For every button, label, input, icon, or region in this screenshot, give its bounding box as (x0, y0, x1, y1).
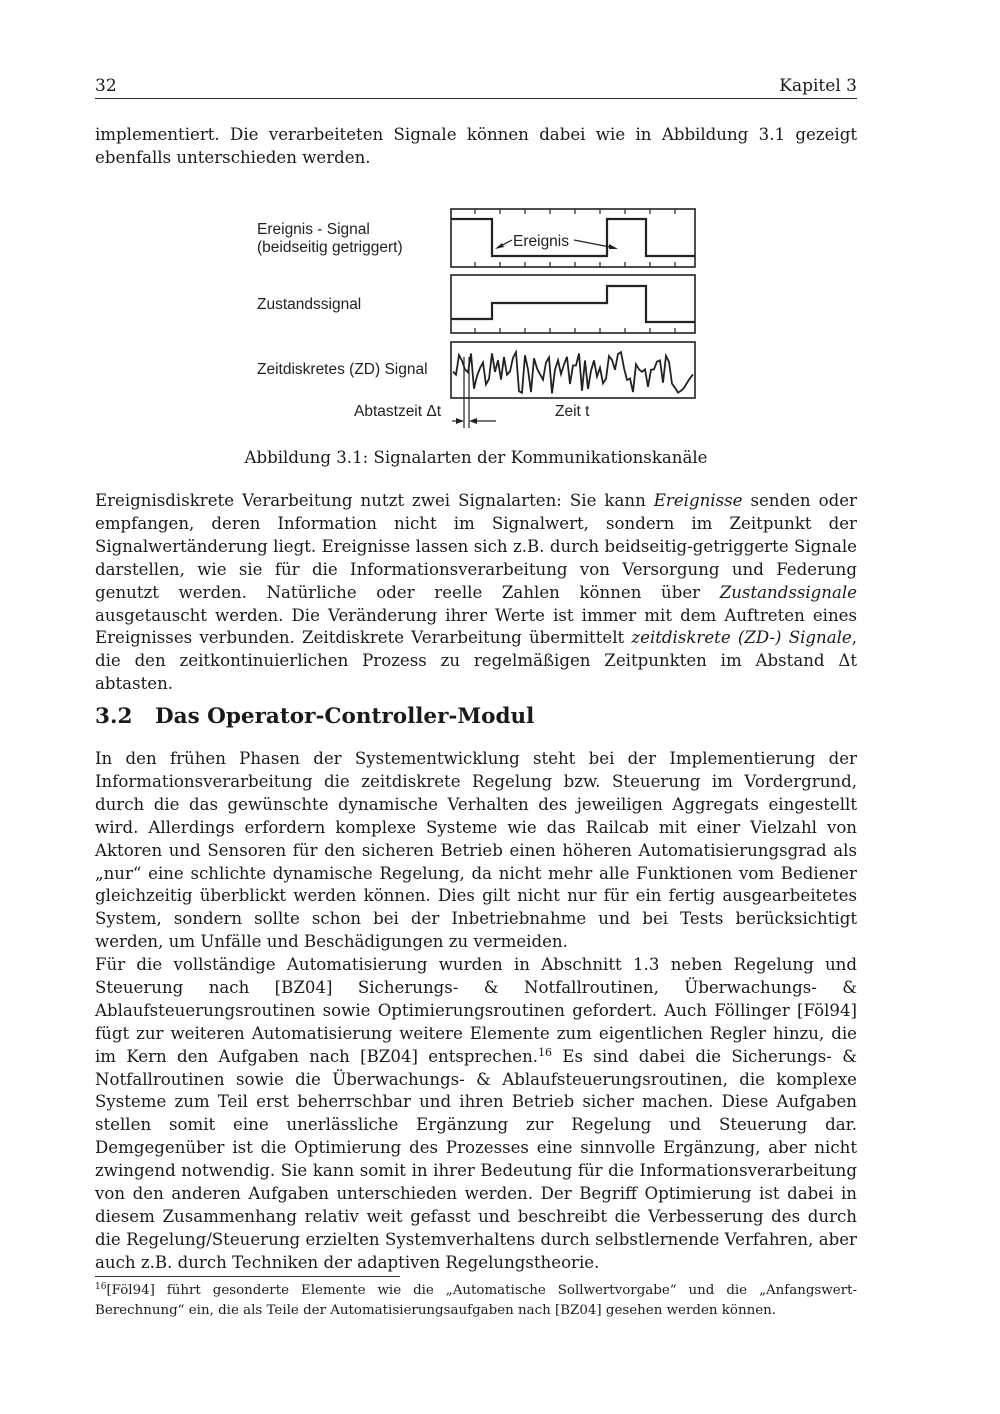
paragraph-text: In den frühen Phasen der Systementwicklung steht bei der Implementierung der Informationsverarbeitung die zeitdiskrete Regelung bzw. Steuerung im Vordergrund, durch die das gewünschte dynamische Verhalten des jeweiligen Aggregats eingestellt wird. Allerdings erfordern komplexe Systeme wie das Railcab mit einer Vielzahl von Aktoren und Sensoren für den sicheren Betrieb einen höheren Automatisierungsgrad als „nur“ eine schlichte dynamische Regelung, da nicht mehr alle Funktionen vom Bediener gleichzeitig überblickt werden können. Dies gilt nicht nur für ein fertig ausgearbeitetes System, sondern sollte schon bei der Inbetriebnahme und bei Tests berücksichtigt werden, um Unfälle und Beschädigungen zu vermeiden. (95, 749, 857, 952)
footnote-marker[interactable]: 16 (538, 1045, 553, 1059)
paragraph-early-phases (95, 748, 857, 954)
label-event-signal-sub: (beidseitig getriggert) (257, 239, 403, 256)
footnote (95, 1281, 857, 1320)
text-span: Für die vollständige Automatisierung wurden in Abschnitt 1.3 neben Regelung und Steuerung nach [BZ04] Sicherungs- & Notfallroutinen, Überwachungs- & Ablaufsteuerungsroutinen sowie Optimierungsroutinen gefordert. Auch Föllinger [Föl94] fügt zur weiteren Automatisierung weitere Elemente zum eigentlichen Regler hinzu, die im Kern den Aufgaben nach [BZ04] entsprechen. (95, 955, 857, 1066)
figure-3-1 (250, 202, 710, 432)
footnote-number: 16 (95, 1282, 107, 1292)
label-time: Zeit t (555, 403, 590, 420)
state-signal-panel (451, 275, 695, 333)
intro-paragraph (95, 124, 857, 170)
label-zd-signal: Zeitdiskretes (ZD) Signal (257, 361, 428, 378)
emphasis-ereignisse: Ereignisse (653, 491, 743, 510)
page-number: 32 (95, 76, 117, 96)
section-title: Das Operator-Controller-Modul (155, 704, 535, 729)
paragraph-text (95, 954, 857, 1275)
footnote-text: [Föl94] führt gesonderte Elemente wie die „Automatische Sollwertvorgabe“ und die „Anfangswert-Berechnung“ ein, die als Teile der Automatisierungsaufgaben nach [BZ04] gesehen werden können. (95, 1283, 857, 1318)
emphasis-zustandssignale: Zustandssignale (719, 582, 857, 602)
label-state-signal: Zustandssignal (257, 296, 362, 313)
text-span: ausgetauscht werden. Die Veränderung ihrer Werte ist immer mit dem Auftreten eines Ereignisses verbunden. Zeitdiskrete Verarbeitung übermittelt (95, 605, 857, 648)
chapter-label: Kapitel 3 (779, 76, 857, 96)
text-span: Es sind dabei die Sicherungs- & Notfallroutinen sowie die Überwachungs- & Ablaufsteuerungsroutinen, die komplexe Systeme zum Teil erst beherrschbar und ihren Betrieb sicher machen. Diese Aufgaben stellen somit eine unerlässliche Ergänzung zur Regelung und Steuerung dar. Demgegenüber ist die Optimierung des Prozesses eine sinnvolle Ergänzung, aber nicht zwingend notwendig. Sie kann somit in ihrer Bedeutung für die Informationsverarbeitung von den anderen Aufgaben unterschieden werden. Der Begriff Optimierung ist dabei in diesem Zusammenhang relativ weit gefasst und beschreibt die Verbesserung des durch die Regelung/Steuerung erzielten Systemverhaltens durch selbstlernende Verfahren, aber auch z.B. durch Techniken der adaptiven Regelungstheorie. (95, 1046, 857, 1272)
paragraph-automation (95, 954, 857, 1275)
text-span: senden oder empfangen, deren Information nicht im Signalwert, sondern im Zeitpunkt der Signalwertänderung liegt. Ereignisse lassen sich z.B. durch beidseitig-getriggerte Signale darstellen, wie sie für die Informationsverarbeitung von Versorgung und Federung genutzt werden. Natürliche oder reelle Zahlen können über (95, 491, 857, 602)
event-signal-panel (451, 209, 695, 267)
text-span: Ereignisdiskrete Verarbeitung nutzt zwei Signalarten: Sie kann (95, 491, 654, 510)
paragraph-signal-types (95, 490, 857, 696)
footnote-rule (95, 1276, 400, 1277)
figure-caption: Abbildung 3.1: Signalarten der Kommunikationskanäle (244, 448, 708, 467)
signal-diagram (250, 202, 710, 432)
paragraph-text (95, 490, 857, 696)
page-header (95, 76, 857, 99)
event-annotation: Ereignis (513, 233, 569, 250)
emphasis-zd-signale: zeitdiskrete (ZD-) Signale (631, 628, 852, 648)
intro-text: implementiert. Die verarbeiteten Signale können dabei wie in Abbildung 3.1 gezeigt ebenfalls unterschieden werden. (95, 125, 857, 167)
label-event-signal: Ereignis - Signal (257, 221, 370, 238)
section-number: 3.2 (95, 704, 133, 729)
section-heading (95, 704, 857, 729)
label-sampling-time: Abtastzeit Δt (354, 403, 442, 420)
text-span: , die den zeitkontinuierlichen Prozess zu regelmäßigen Zeitpunkten im Abstand Δt abtasten. (95, 628, 858, 694)
